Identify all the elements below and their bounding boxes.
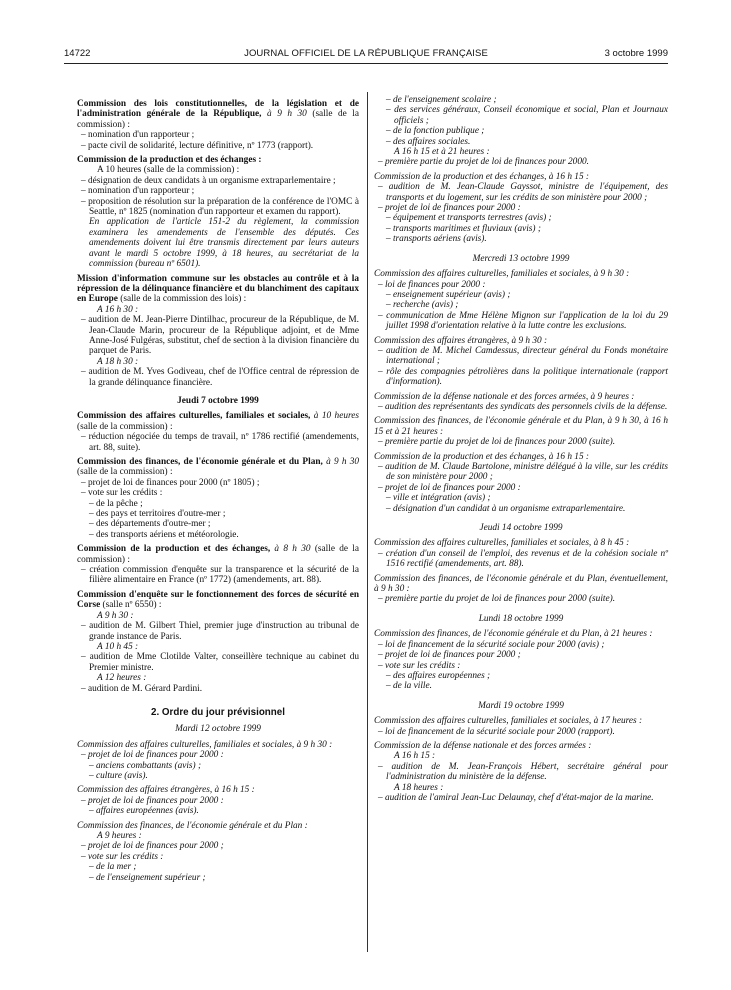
committee-heading: Commission des finances, de l'économie générale et du Plan, à 9 h 30, à 16 h 15 et à 21 heures :	[374, 416, 668, 437]
committee-heading: Commission des affaires étrangères, à 16 h 15 :	[77, 785, 255, 796]
agenda-item: – culture (avis).	[89, 770, 148, 781]
agenda-item: – audition de M. Gilbert Thiel, premier juge d'instruction au tribunal de grande instance de Paris.	[81, 621, 359, 642]
agenda-item: – projet de loi de finances pour 2000 :	[81, 795, 224, 806]
committee-heading: Commission de la défense nationale et des forces armées :	[374, 740, 592, 751]
agenda-item: – désignation d'un candidat à un organisme extraparlementaire.	[386, 503, 626, 514]
committee-heading: Commission des affaires culturelles, familiales et sociales, à 9 h 30 :	[374, 269, 630, 280]
issue-date: 3 octobre 1999	[604, 48, 668, 59]
agenda-item: – vote sur les crédits :	[81, 851, 164, 862]
agenda-item: – recherche (avis) ;	[386, 300, 459, 311]
agenda-item: – des transports aériens et météorologie.	[89, 529, 239, 540]
agenda-item: – projet de loi de finances pour 2000 ;	[81, 841, 224, 852]
agenda-item: – transports maritimes et fluviaux (avis) ;	[386, 223, 541, 234]
time-slot: A 12 heures :	[97, 673, 147, 684]
agenda-item: – désignation de deux candidats à un organisme extraparlementaire ;	[81, 175, 336, 186]
time-slot: A 16 h 15 :	[394, 751, 436, 762]
section-heading: 2. Ordre du jour prévisionnel	[151, 706, 285, 718]
agenda-item: – des affaires sociales.	[386, 136, 471, 147]
agenda-item: – de la pêche ;	[89, 498, 143, 509]
committee-heading: Commission d'enquête sur le fonctionnement des forces de sécurité en Corse (salle nº 6550) :	[77, 589, 359, 611]
agenda-item: – audition de M. Claude Bartolone, ministre délégué à la ville, sur les crédits de son ministère pour 2000 ;	[378, 462, 668, 483]
page-header	[64, 48, 668, 62]
agenda-item: – de la fonction publique ;	[386, 126, 485, 137]
agenda-item: – nomination d'un rapporteur ;	[81, 186, 195, 197]
agenda-item: – projet de loi de finances pour 2000 :	[378, 482, 521, 493]
agenda-item: – de la ville.	[386, 681, 432, 692]
day-heading: Lundi 18 octobre 1999	[478, 613, 564, 624]
committee-heading: Commission des affaires culturelles, familiales et sociales, à 17 heures :	[374, 716, 643, 727]
agenda-item: – projet de loi de finances pour 2000 :	[378, 203, 521, 214]
day-heading: Jeudi 14 octobre 1999	[479, 523, 563, 534]
committee-heading: Commission des affaires culturelles, familiales et sociales, à 8 h 45 :	[374, 538, 630, 549]
committee-heading: Commission de la production et des échanges, à 16 h 15 :	[374, 451, 590, 462]
agenda-item: – loi de finances pour 2000 :	[378, 279, 486, 290]
agenda-item: – transports aériens (avis).	[386, 234, 487, 245]
committee-heading: Commission de la production et des échanges, à 16 h 15 :	[374, 171, 590, 182]
day-heading: Jeudi 7 octobre 1999	[177, 395, 259, 406]
agenda-item: – des pays et territoires d'outre-mer ;	[89, 509, 226, 520]
right-column	[374, 95, 668, 803]
agenda-item: – équipement et transports terrestres (avis) ;	[386, 213, 552, 224]
agenda-item: – communication de Mme Hélène Mignon sur l'application de la loi du 29 juillet 1998 d'orientation relative à la lutte contre les exclusions.	[378, 310, 668, 332]
time-slot: A 9 heures :	[97, 831, 142, 841]
committee-heading: Commission des finances, de l'économie générale et du Plan, éventuellement, à 9 h 30 :	[374, 573, 668, 595]
agenda-item: – audition de M. Jean-Claude Gayssot, ministre de l'équipement, des transports et du logement, sur les crédits de son ministère pour 2000 ;	[378, 182, 668, 203]
header-rule	[64, 63, 668, 64]
agenda-item: – anciens combattants (avis) ;	[89, 760, 202, 771]
agenda-item: – de l'enseignement supérieur ;	[89, 872, 206, 883]
day-heading: Mercredi 13 octobre 1999	[472, 253, 570, 264]
committee-heading: Commission des finances, de l'économie générale et du Plan :	[77, 820, 308, 831]
time-slot: A 16 h 30 :	[97, 304, 139, 315]
agenda-item: – vote sur les crédits :	[378, 660, 461, 671]
agenda-item: – proposition de résolution sur la préparation de la conférence de l'OMC à Seattle, nº 1825 (nomination d'un rapporteur et examen du rapport).	[81, 196, 359, 218]
time-slot: A 10 heures (salle de la commission) :	[97, 165, 240, 176]
left-column	[77, 95, 359, 883]
agenda-item: – loi de financement de la sécurité sociale pour 2000 (rapport).	[378, 726, 615, 737]
agenda-item: – loi de financement de la sécurité sociale pour 2000 (avis) ;	[378, 639, 605, 650]
agenda-item: – audition de l'amiral Jean-Luc Delaunay, chef d'état-major de la marine.	[378, 792, 654, 803]
agenda-item: – des services généraux, Conseil économique et social, Plan et Journaux officiels ;	[386, 105, 668, 126]
agenda-item: – première partie du projet de loi de finances pour 2000 (suite).	[378, 437, 616, 448]
procedure-note: En application de l'article 151-2 du règlement, la commission examinera les amendements de l'ensemble des députés. Ces amendements doivent lui être transmis directement par leurs auteurs avant le mardi 5 octobre 1999, à 18 heures, au secrétariat de la commission (bureau nº 6501).	[89, 217, 359, 270]
committee-heading: Commission des affaires culturelles, familiales et sociales, à 10 heures (salle de la commission) :	[77, 411, 359, 432]
committee-heading: Commission de la production et des échanges :	[77, 155, 262, 166]
agenda-item: – création commission d'enquête sur la transparence et la sécurité de la filière alimentaire en France (nº 1772) (amendements, art. 88).	[81, 565, 359, 586]
agenda-item: – projet de loi de finances pour 2000 (nº 1805) ;	[81, 477, 260, 488]
agenda-item: – audition de M. Yves Godiveau, chef de l'Office central de répression de la grande délinquance financière.	[81, 367, 359, 388]
time-slot: A 16 h 15 et à 21 heures :	[394, 147, 490, 158]
agenda-item: – audition de M. Gérard Pardini.	[81, 683, 203, 694]
agenda-item: – audition de M. Jean-Pierre Dintilhac, procureur de la République, de M. Jean-Claude Marin, procureur de la République adjoint, et de Mme Anne-José Fulgéras, substitut, chef de section à la division financière du parquet de Paris.	[81, 315, 359, 357]
agenda-item: – projet de loi de finances pour 2000 ;	[378, 650, 521, 661]
committee-heading: Commission de la production et des échanges, à 8 h 30 (salle de la commission) :	[77, 544, 359, 565]
agenda-item: – audition des représentants des syndicats des personnels civils de la défense.	[378, 401, 668, 412]
column-divider	[367, 92, 368, 952]
agenda-item: – enseignement supérieur (avis) ;	[386, 289, 511, 300]
time-slot: A 10 h 45 :	[97, 641, 139, 652]
journal-title: JOURNAL OFFICIEL DE LA RÉPUBLIQUE FRANÇAISE	[244, 48, 488, 59]
committee-heading: Commission des finances, de l'économie générale et du Plan, à 21 heures :	[374, 629, 653, 640]
committee-heading: Commission des affaires culturelles, familiales et sociales, à 9 h 30 :	[77, 739, 333, 750]
time-slot: A 18 heures :	[394, 782, 444, 793]
agenda-item: – de la mer ;	[89, 862, 137, 873]
agenda-item: – réduction négociée du temps de travail, nº 1786 rectifié (amendements, art. 88, suite).	[81, 432, 359, 453]
agenda-item: – projet de loi de finances pour 2000 :	[81, 750, 224, 761]
agenda-item: – audition de Mme Clotilde Valter, conseillère technique au cabinet du Premier ministre.	[81, 652, 359, 673]
agenda-item: – des affaires européennes ;	[386, 670, 491, 681]
agenda-item: – vote sur les crédits :	[81, 488, 163, 499]
time-slot: A 18 h 30 :	[97, 356, 139, 367]
agenda-item: – ville et intégration (avis) ;	[386, 493, 491, 504]
agenda-item: – création d'un conseil de l'emploi, des revenus et de la cohésion sociale nº 1516 rectifié (amendements, art. 88).	[378, 548, 668, 570]
committee-heading: Commission des lois constitutionnelles, de la législation et de l'administration générale de la République, à 9 h 30 (salle de la commission) :	[77, 99, 359, 130]
agenda-item: – rôle des compagnies pétrolières dans la politique internationale (rapport d'information).	[378, 366, 668, 388]
agenda-item: – pacte civil de solidarité, lecture définitive, nº 1773 (rapport).	[81, 140, 314, 151]
agenda-item: – audition de M. Jean-François Hébert, secrétaire général pour l'administration du ministère de la défense.	[378, 761, 668, 783]
committee-heading: Mission d'information commune sur les obstacles au contrôle et à la répression de la délinquance financière et du blanchiment des capitaux en Europe (salle de la commission des lois) :	[77, 273, 359, 305]
committee-heading: Commission des finances, de l'économie générale et du Plan, à 9 h 30 (salle de la commission) :	[77, 457, 359, 478]
agenda-item: – affaires européennes (avis).	[89, 806, 199, 817]
agenda-item: – des départements d'outre-mer ;	[89, 519, 211, 530]
agenda-item: – première partie du projet de loi de finances pour 2000.	[378, 157, 589, 168]
committee-heading: Commission de la défense nationale et des forces armées, à 9 heures :	[374, 391, 635, 402]
day-heading: Mardi 19 octobre 1999	[478, 700, 564, 711]
agenda-item: – audition de M. Michel Camdessus, directeur général du Fonds monétaire international ;	[378, 345, 668, 367]
agenda-item: – première partie du projet de loi de finances pour 2000 (suite).	[378, 594, 616, 605]
agenda-item: – de l'enseignement scolaire ;	[386, 95, 497, 105]
page-number: 14722	[64, 48, 91, 59]
time-slot: A 9 h 30 :	[97, 610, 134, 621]
day-heading: Mardi 12 octobre 1999	[175, 724, 261, 735]
agenda-item: – nomination d'un rapporteur ;	[81, 130, 195, 141]
committee-heading: Commission des affaires étrangères, à 9 h 30 :	[374, 335, 548, 346]
